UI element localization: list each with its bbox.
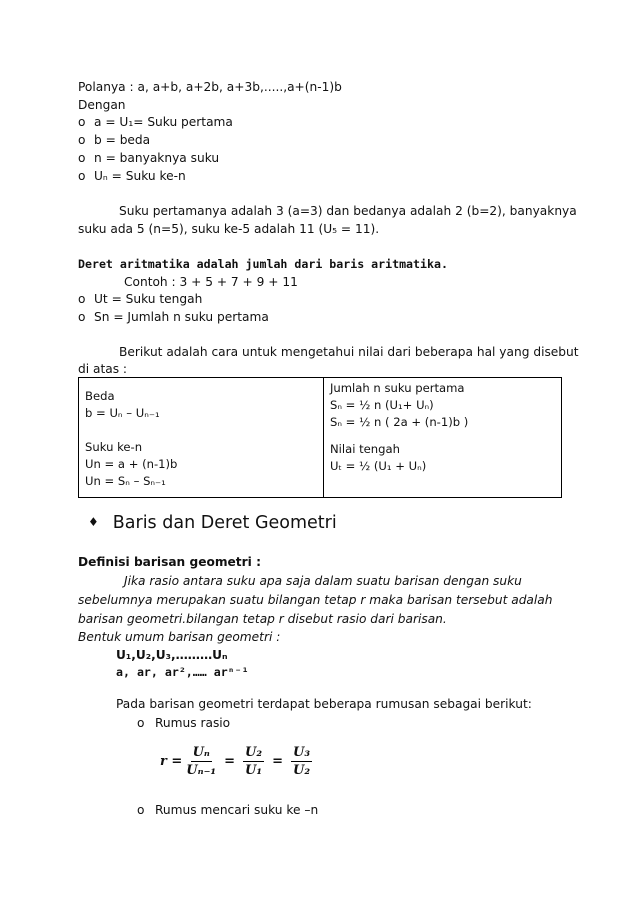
- fraction-denominator: U₁: [245, 763, 263, 778]
- bullet-marker: o: [137, 803, 145, 817]
- rumus-suku-label: Rumus mencari suku ke –n: [155, 803, 319, 817]
- sequence-ar: a, ar, ar²,…… arⁿ⁻¹: [116, 665, 249, 679]
- section-heading-text: Baris dan Deret Geometri: [112, 513, 337, 533]
- bullet-marker: o: [78, 169, 86, 183]
- rumusan-line: Pada barisan geometri terdapat beberapa rumusan sebagai berikut:: [116, 697, 532, 711]
- fraction-numerator: U₃: [292, 745, 311, 760]
- table-cell-right: [324, 378, 562, 498]
- formula-table: [78, 377, 562, 498]
- table-text: Un = Sₙ – Sₙ₋₁: [85, 474, 166, 488]
- pattern-line: Polanya : a, a+b, a+2b, a+3b,.....,a+(n-1)b: [78, 80, 342, 94]
- geo-definition-line2: sebelumnya merupakan suatu bilangan tetap r maka barisan tersebut adalah: [78, 593, 553, 607]
- bullet-marker: o: [137, 716, 145, 730]
- table-text: Sₙ = ½ n ( 2a + (n-1)b ): [330, 415, 469, 429]
- geo-definition-title: Definisi barisan geometri :: [78, 555, 261, 569]
- section-heading: [88, 513, 337, 533]
- table-text: b = Uₙ – Uₙ₋₁: [85, 406, 160, 420]
- fraction-u3-over-u2: [291, 745, 312, 778]
- fraction-u2-over-u1: [243, 745, 264, 778]
- intro-paragraph-line2: di atas :: [78, 362, 128, 376]
- b-definition: b = beda: [94, 133, 151, 147]
- a-definition: a = U₁= Suku pertama: [94, 115, 233, 129]
- diamond-bullet-icon: ♦: [88, 515, 99, 529]
- sequence-u: U₁,U₂,U₃,………Uₙ: [116, 648, 228, 662]
- ut-definition: Ut = Suku tengah: [94, 292, 203, 306]
- table-text: Un = a + (n-1)b: [85, 457, 178, 471]
- geo-definition-line3: barisan geometri.bilangan tetap r disebut rasio dari barisan.: [78, 612, 447, 626]
- fraction-denominator: U₂: [292, 763, 311, 778]
- geo-definition-line1: Jika rasio antara suku apa saja dalam suatu barisan dengan suku: [124, 574, 522, 588]
- table-text: Jumlah n suku pertama: [330, 381, 465, 395]
- table-text: Beda: [85, 389, 115, 403]
- equals-sign: =: [224, 754, 236, 769]
- fraction-numerator: Uₙ: [192, 745, 210, 760]
- contoh-line: Contoh : 3 + 5 + 7 + 9 + 11: [124, 275, 298, 289]
- example-paragraph-line1: Suku pertamanya adalah 3 (a=3) dan bedanya adalah 2 (b=2), banyaknya: [119, 204, 577, 218]
- bullet-marker: o: [78, 133, 86, 147]
- fraction-numerator: U₂: [245, 745, 263, 760]
- fraction-un-over-un-1: [186, 745, 216, 778]
- bullet-marker: o: [78, 115, 86, 129]
- table-text: Suku ke-n: [85, 440, 143, 454]
- intro-paragraph-line1: Berikut adalah cara untuk mengetahui nilai dari beberapa hal yang disebut: [119, 345, 579, 359]
- general-form-label: Bentuk umum barisan geometri :: [78, 630, 281, 644]
- sn-definition: Sn = Jumlah n suku pertama: [94, 310, 269, 324]
- bullet-marker: o: [78, 151, 86, 165]
- un-definition: Uₙ = Suku ke-n: [94, 169, 186, 183]
- ratio-formula: [160, 745, 316, 778]
- table-cell-left: [79, 378, 324, 498]
- fraction-denominator: Uₙ₋₁: [186, 763, 217, 778]
- example-paragraph-line2: suku ada 5 (n=5), suku ke-5 adalah 11 (U₅ = 11).: [78, 222, 380, 236]
- bullet-marker: o: [78, 292, 86, 306]
- n-definition: n = banyaknya suku: [94, 151, 220, 165]
- deret-definition: Deret aritmatika adalah jumlah dari baris aritmatika.: [78, 257, 448, 271]
- dengan-label: Dengan: [78, 98, 126, 112]
- table-text: Nilai tengah: [330, 442, 400, 456]
- equals-sign: =: [272, 754, 283, 769]
- rumus-rasio-label: Rumus rasio: [155, 716, 231, 730]
- table-text: Uₜ = ½ (U₁ + Uₙ): [330, 459, 427, 473]
- formula-lhs: r =: [160, 754, 183, 769]
- table-text: Sₙ = ½ n (U₁+ Uₙ): [330, 398, 434, 412]
- bullet-marker: o: [78, 310, 86, 324]
